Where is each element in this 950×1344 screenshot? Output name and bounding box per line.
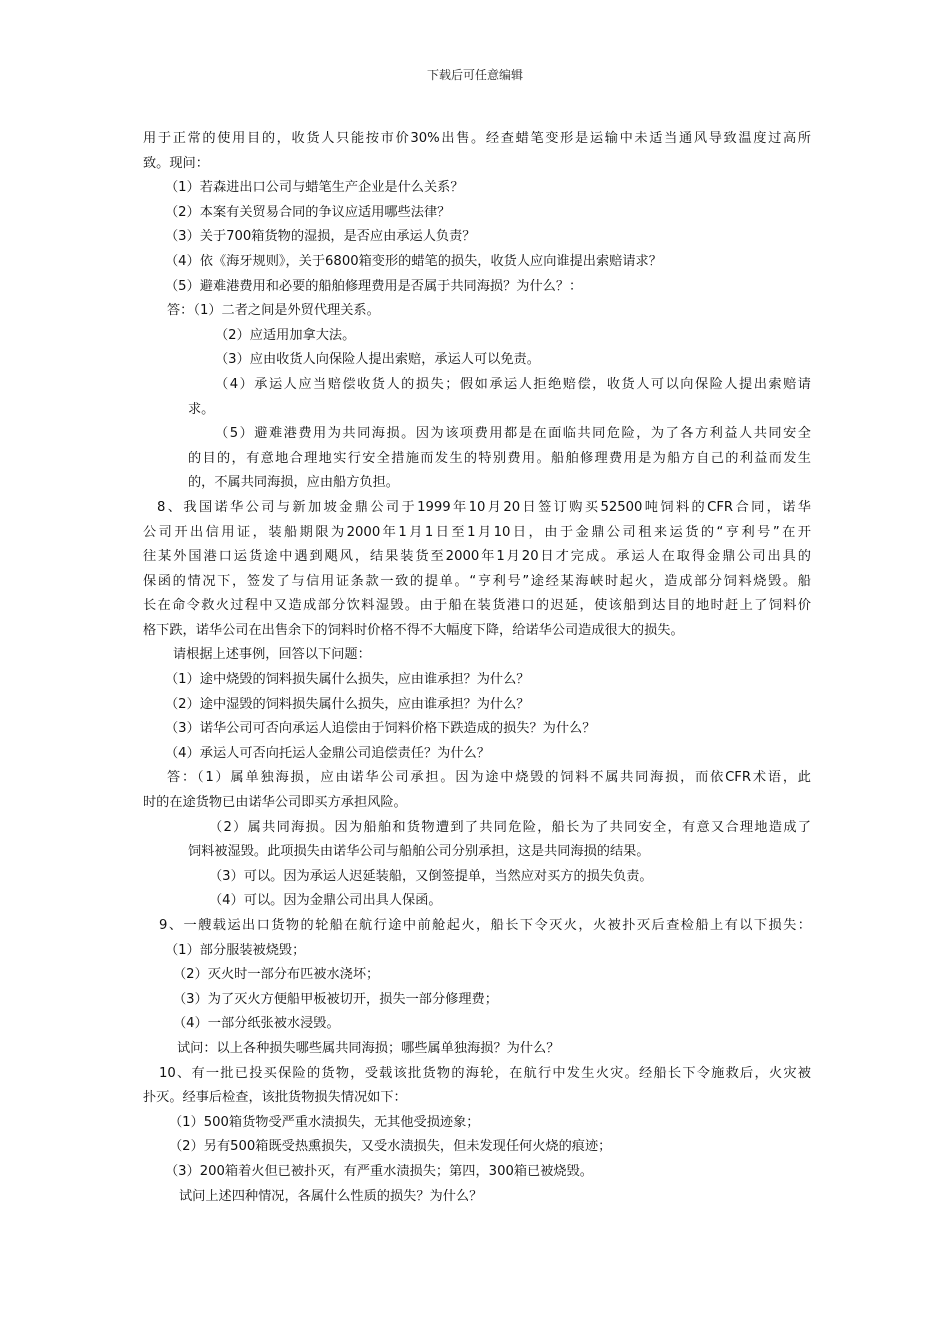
document-body: [143, 127, 811, 1209]
question-item: （1）途中烧毁的饲料损失属什么损失，应由谁承担？为什么？: [165, 672, 530, 688]
question-item: （2）本案有关贸易合同的争议应适用哪些法律？: [165, 204, 451, 220]
prompt-line: 试问上述四种情况，各属什么性质的损失？为什么？: [179, 1188, 483, 1204]
question-item: （4）依《海牙规则》，关于6800箱变形的蜡笔的损失，收货人应向谁提出索赔请求？: [165, 253, 662, 269]
answer-item: （4）承运人应当赔偿收货人的损失；假如承运人拒绝赔偿，收货人可以向保险人提出索赔请: [215, 376, 811, 392]
answer-item: 的目的，有意地合理地实行安全措施而发生的特别费用。船舶修理费用是为船方自己的利益而发生: [188, 450, 811, 466]
answer-line: 答：（1）二者之间是外贸代理关系。: [167, 303, 380, 319]
answer-item: 求。: [188, 401, 215, 417]
answer-line: 时的在途货物已由诺华公司即买方承担风险。: [143, 795, 407, 811]
case-paragraph-line: 8、我国诺华公司与新加坡金鼎公司于1999年10月20日签订购买52500吨饲料的CFR合同，诺华: [157, 499, 811, 515]
question-item: （2）另有500箱既受热熏损失，又受水渍损失，但未发现任何火烧的痕迹；: [169, 1139, 612, 1155]
question-item: （3）200箱着火但已被扑灭，有严重水渍损失；第四，300箱已被烧毁。: [165, 1163, 593, 1179]
answer-item: （3）可以。因为承运人迟延装船，又倒签提单，当然应对买方的损失负责。: [209, 868, 653, 884]
question-item: （1）部分服装被烧毁；: [165, 942, 306, 958]
answer-item: （5）避难港费用为共同海损。因为该项费用都是在面临共同危险，为了各方利益人共同安全: [215, 426, 811, 442]
case-paragraph-line: 保函的情况下，签发了与信用证条款一致的提单。“亨利号”途经某海峡时起火，造成部分饲料烧毁。船: [143, 573, 811, 589]
question-item: （3）为了灭火方便船甲板被切开，损失一部分修理费；: [173, 991, 498, 1007]
case-paragraph-line: 往某外国港口运货途中遇到飓风，结果装货至2000年1月20日才完成。承运人在取得金鼎公司出具的: [143, 549, 811, 565]
text-line: 致。现问：: [143, 155, 209, 171]
prompt-line: 请根据上述事例，回答以下问题：: [173, 647, 371, 663]
answer-item: （2）应适用加拿大法。: [215, 327, 356, 343]
question-item: （1）500箱货物受严重水渍损失，无其他受损迹象；: [169, 1114, 480, 1130]
answer-item: 饲料被湿毁。此项损失由诺华公司与船舶公司分别承担，这是共同海损的结果。: [188, 844, 650, 860]
question-item: （3）诺华公司可否向承运人追偿由于饲料价格下跌造成的损失？为什么？: [165, 721, 596, 737]
question-item: （1）若森进出口公司与蜡笔生产企业是什么关系？: [165, 180, 464, 196]
answer-item: （4）可以。因为金鼎公司出具人保函。: [209, 893, 442, 909]
case-paragraph-line: 长在命令救火过程中又造成部分饮料湿毁。由于船在装货港口的迟延，使该船到达目的地时赶上了饲料价: [143, 598, 811, 614]
answer-line: 答：（1）属单独海损，应由诺华公司承担。因为途中烧毁的饲料不属共同海损，而依CFR术语，此: [167, 770, 811, 786]
question-item: （2）途中湿毁的饲料损失属什么损失，应由谁承担？为什么？: [165, 696, 530, 712]
answer-item: （2）属共同海损。因为船舶和货物遭到了共同危险，船长为了共同安全，有意又合理地造成了: [209, 819, 811, 835]
case-paragraph-line: 9、一艘载运出口货物的轮船在航行途中前舱起火，船长下令灭火，火被扑灭后查检船上有以下损失：: [159, 918, 811, 933]
question-item: （4）承运人可否向托运人金鼎公司追偿责任？为什么？: [165, 745, 490, 761]
question-item: （5）避难港费用和必要的船舶修理费用是否属于共同海损？为什么？：: [165, 278, 583, 294]
answer-item: （3）应由收货人向保险人提出索赔，承运人可以免责。: [215, 352, 540, 368]
prompt-line: 试问：以上各种损失哪些属共同海损；哪些属单独海损？为什么？: [177, 1040, 560, 1056]
question-item: （3）关于700箱货物的湿损，是否应由承运人负责？: [165, 229, 476, 245]
case-paragraph-line: 扑灭。经事后检查，该批货物损失情况如下：: [143, 1090, 407, 1106]
text-line: 用于正常的使用目的，收货人只能按市价30%出售。经查蜡笔变形是运输中未适当通风导致温度过高所: [143, 131, 811, 146]
page-header: 下载后可任意编辑: [426, 68, 523, 82]
question-item: （4）一部分纸张被水浸毁。: [173, 1016, 340, 1032]
case-paragraph-line: 公司开出信用证，装船期限为2000年1月1日至1月10日，由于金鼎公司租来运货的“亨利号”在开: [143, 524, 811, 540]
case-paragraph-line: 格下跌，诺华公司在出售余下的饲料时价格不得不大幅度下降，给诺华公司造成很大的损失。: [143, 622, 684, 638]
question-item: （2）灭火时一部分布匹被水浇坏；: [173, 967, 380, 983]
case-paragraph-line: 10、有一批已投买保险的货物，受载该批货物的海轮，在航行中发生火灾。经船长下令施救后，火灾被: [159, 1065, 811, 1081]
answer-item: 的，不属共同海损，应由船方负担。: [188, 475, 399, 491]
